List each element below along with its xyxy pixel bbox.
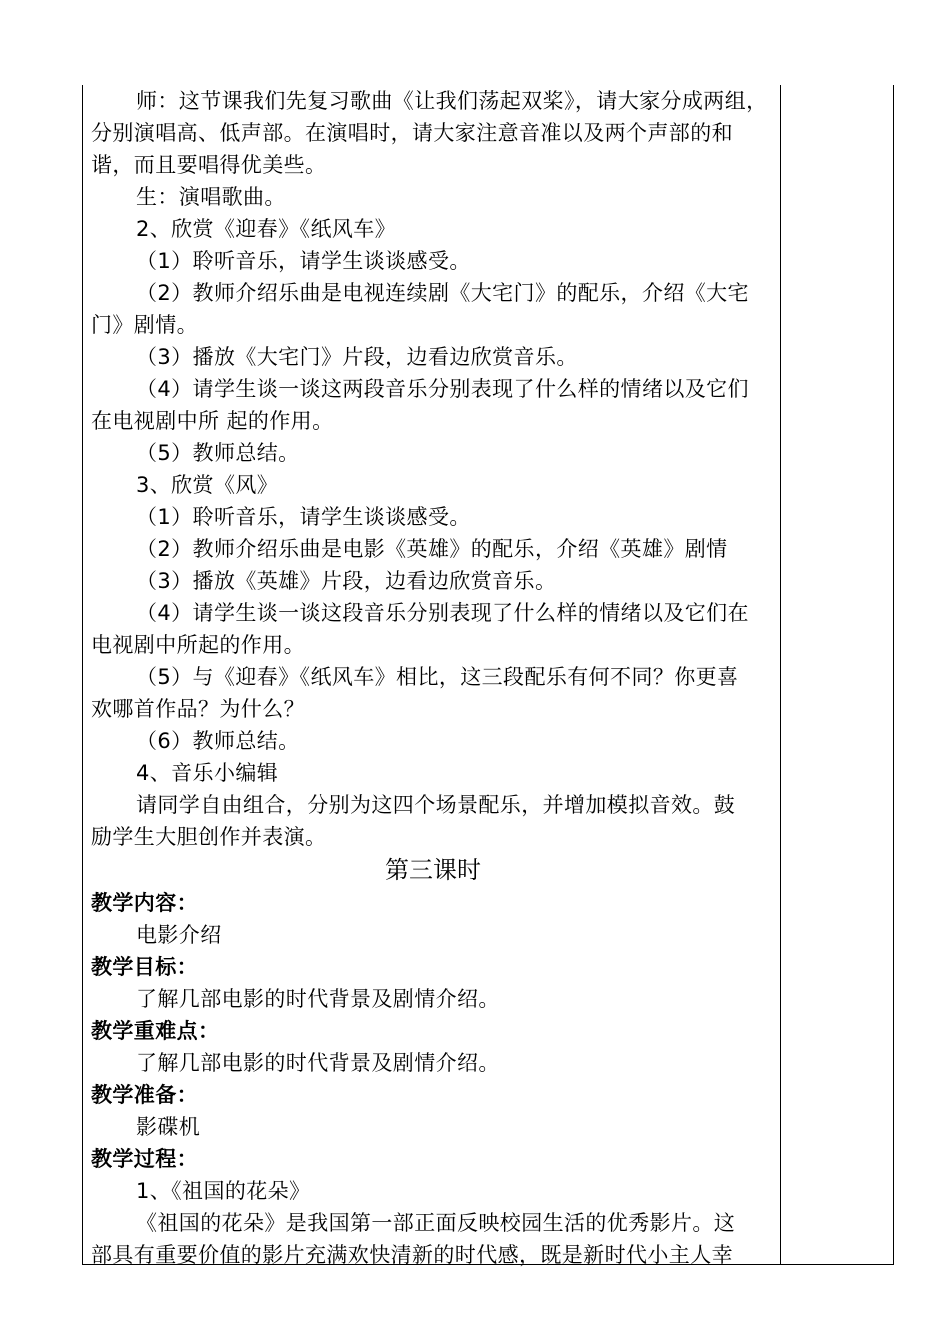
text-line: 师：这节课我们先复习歌曲《让我们荡起双桨》，请大家分成两组，: [136, 89, 768, 113]
text-line: 电视剧中所起的作用。: [91, 633, 305, 657]
lesson-table: [82, 85, 894, 1265]
text-line: （4）请学生谈一谈这两段音乐分别表现了什么样的情绪以及它们: [136, 377, 749, 401]
text-line: 请同学自由组合，分别为这四个场景配乐，并增加模拟音效。鼓: [136, 793, 736, 817]
process-text: 《祖国的花朵》是我国第一部正面反映校园生活的优秀影片。这: [136, 1211, 736, 1235]
text-line: 4、音乐小编辑: [136, 761, 279, 785]
text-line: （5）与《迎春》《纸风车》相比，这三段配乐有何不同？你更喜: [136, 665, 739, 689]
lesson-content-cell: [91, 85, 775, 1271]
goal-label: 教学目标：: [91, 955, 198, 979]
section-title: 第三课时: [385, 856, 481, 884]
text-line: （3）播放《英雄》片段，边看边欣赏音乐。: [136, 569, 557, 593]
text-line: 2、欣赏《迎春》《纸风车》: [136, 217, 397, 241]
text-line: 分别演唱高、低声部。在演唱时，请大家注意音准以及两个声部的和: [91, 121, 733, 145]
content-value: 电影介绍: [136, 923, 222, 947]
text-line: （2）教师介绍乐曲是电视连续剧《大宅门》的配乐，介绍《大宅: [136, 281, 749, 305]
text-line: 3、欣赏《风》: [136, 473, 279, 497]
text-line: 生：演唱歌曲。: [136, 185, 286, 209]
text-line: 在电视剧中所 起的作用。: [91, 409, 334, 433]
text-line: 励学生大胆创作并表演。: [91, 825, 327, 849]
text-line: （1）聆听音乐，请学生谈谈感受。: [136, 505, 471, 529]
text-line: （4）请学生谈一谈这段音乐分别表现了什么样的情绪以及它们在: [136, 601, 749, 625]
text-line: （2）教师介绍乐曲是电影《英雄》的配乐，介绍《英雄》剧情: [136, 537, 728, 561]
process-text: 部具有重要价值的影片充满欢快清新的时代感，既是新时代小主人幸: [91, 1243, 733, 1267]
text-line: （1）聆听音乐，请学生谈谈感受。: [136, 249, 471, 273]
process-label: 教学过程：: [91, 1147, 198, 1171]
column-divider: [780, 85, 781, 1264]
text-line: （3）播放《大宅门》片段，边看边欣赏音乐。: [136, 345, 578, 369]
preparation-value: 影碟机: [136, 1115, 201, 1139]
text-line: 谐，而且要唱得优美些。: [91, 153, 327, 177]
goal-value: 了解几部电影的时代背景及剧情介绍。: [136, 987, 500, 1011]
key-points-label: 教学重难点：: [91, 1019, 220, 1043]
text-line: 欢哪首作品？为什么？: [91, 697, 305, 721]
key-points-value: 了解几部电影的时代背景及剧情介绍。: [136, 1051, 500, 1075]
preparation-label: 教学准备：: [91, 1083, 198, 1107]
content-label: 教学内容：: [91, 891, 198, 915]
text-line: （6）教师总结。: [136, 729, 300, 753]
process-item: 1、《祖国的花朵》: [136, 1179, 311, 1203]
text-line: 门》剧情。: [91, 313, 198, 337]
text-line: （5）教师总结。: [136, 441, 300, 465]
